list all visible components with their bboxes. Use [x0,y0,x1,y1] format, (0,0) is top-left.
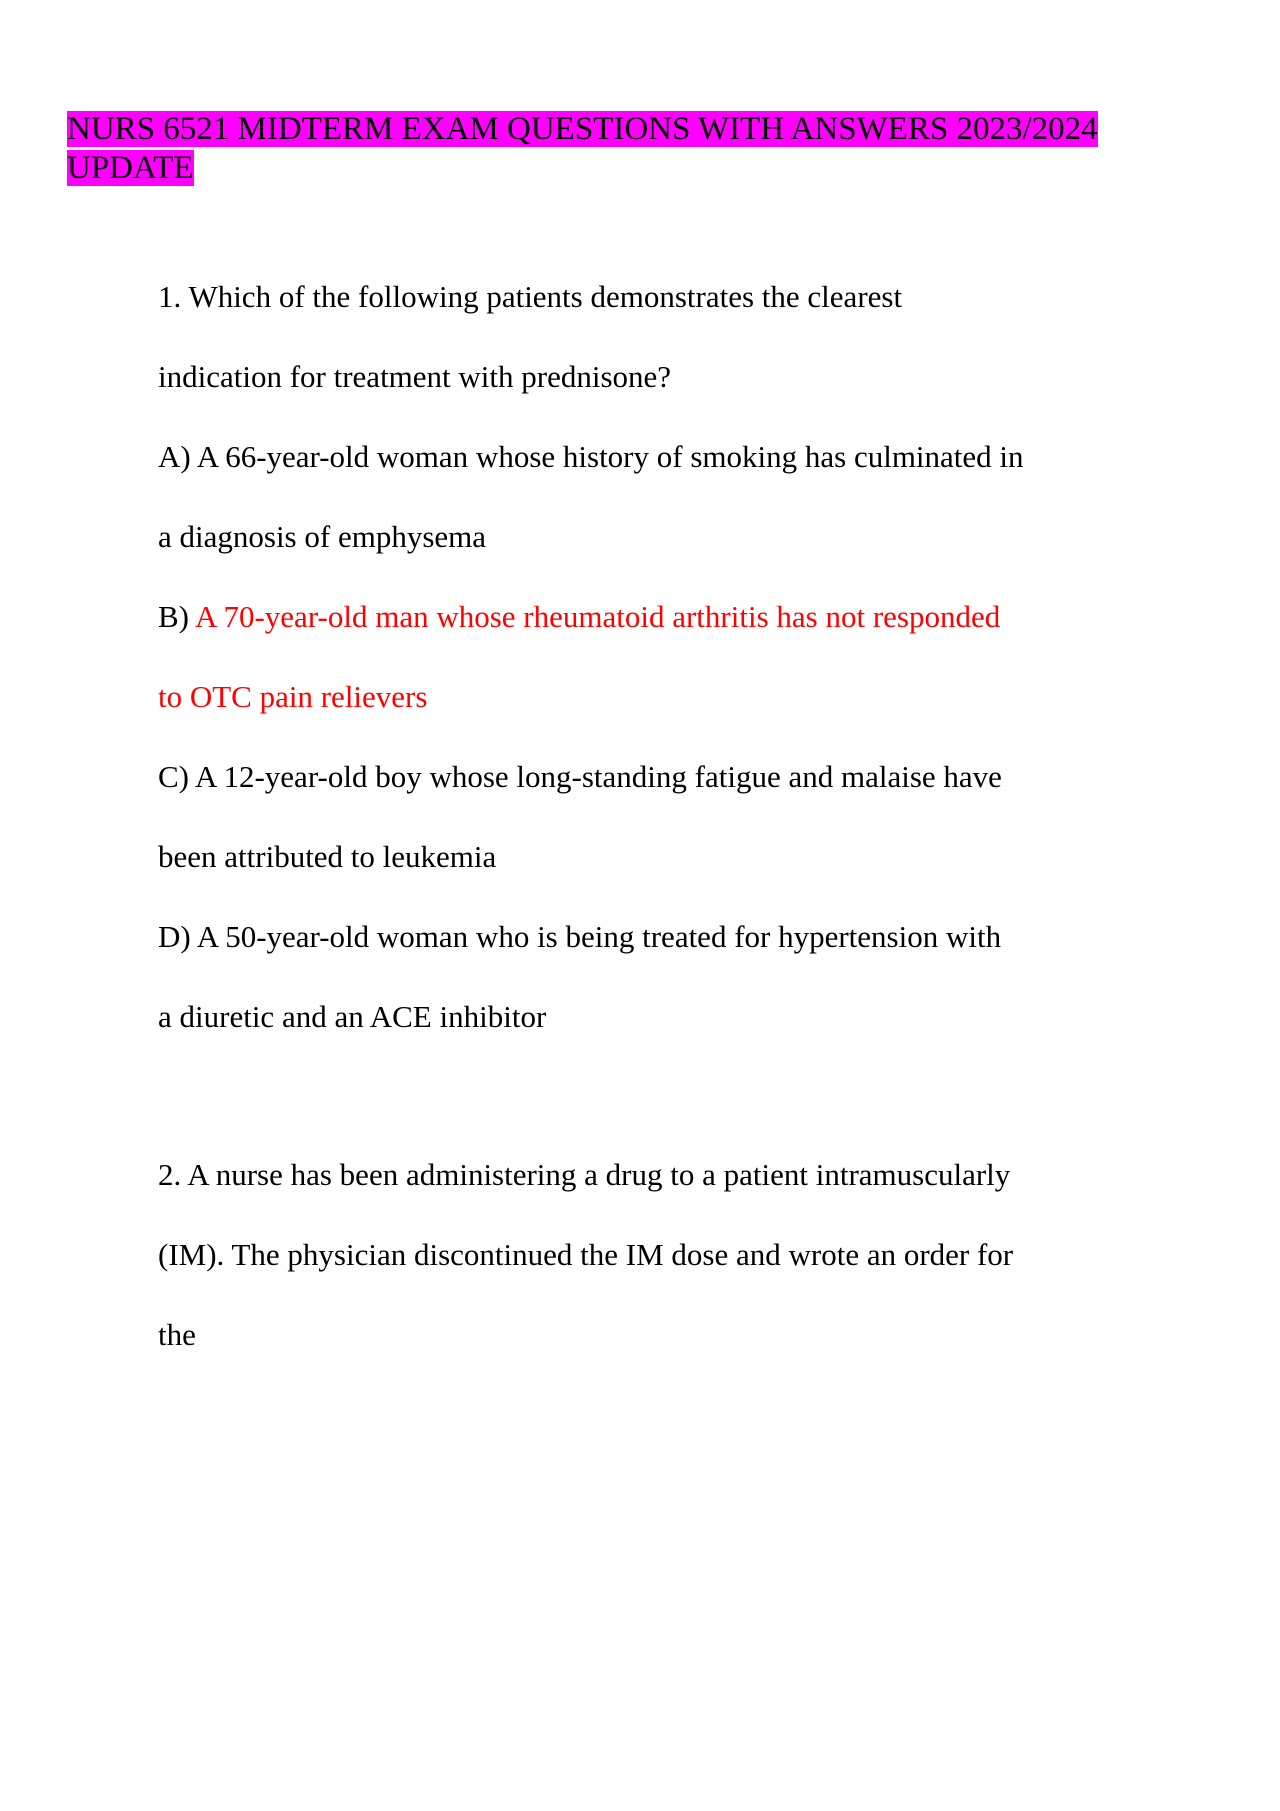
question-2-stem-line-3: the [158,1317,196,1352]
option-c-line-2: been attributed to leukemia [158,839,497,874]
option-b-letter: B) [158,599,189,634]
option-c-line-1 [158,737,1158,817]
document-title [67,110,1167,188]
option-a-line-2: a diagnosis of emphysema [158,519,487,554]
option-b-line-2: to OTC pain relievers [158,679,428,714]
question-1-stem-line-2: indication for treatment with prednisone? [158,359,672,394]
option-d-letter: D) [158,919,191,954]
option-a-text: A 66-year-old woman whose history of smoking has culminated in [196,439,1024,474]
option-c-letter: C) [158,759,189,794]
option-c-text: A 12-year-old boy whose long-standing fatigue and malaise have [195,759,1002,794]
question-1-stem-line-1: 1. Which of the following patients demonstrates the clearest [158,279,903,314]
question-1 [158,257,1158,1057]
option-a-line-1 [158,417,1158,497]
question-2 [158,1135,1158,1375]
title-highlight-line-2: UPDATE [67,150,194,186]
title-highlight-line-1: NURS 6521 MIDTERM EXAM QUESTIONS WITH ANSWERS 2023/2024 [67,111,1098,147]
option-d-line-2: a diuretic and an ACE inhibitor [158,999,547,1034]
question-2-stem-line-2: (IM). The physician discontinued the IM dose and wrote an order for [158,1237,1014,1272]
option-d-line-1 [158,897,1158,977]
option-d-text: A 50-year-old woman who is being treated for hypertension with [196,919,1002,954]
question-2-stem-line-1: 2. A nurse has been administering a drug to a patient intramuscularly [158,1157,1011,1192]
option-b-line-1 [158,577,1158,657]
option-a-letter: A) [158,439,191,474]
option-b-correct-answer-text: A 70-year-old man whose rheumatoid arthritis has not responded [195,599,1001,634]
